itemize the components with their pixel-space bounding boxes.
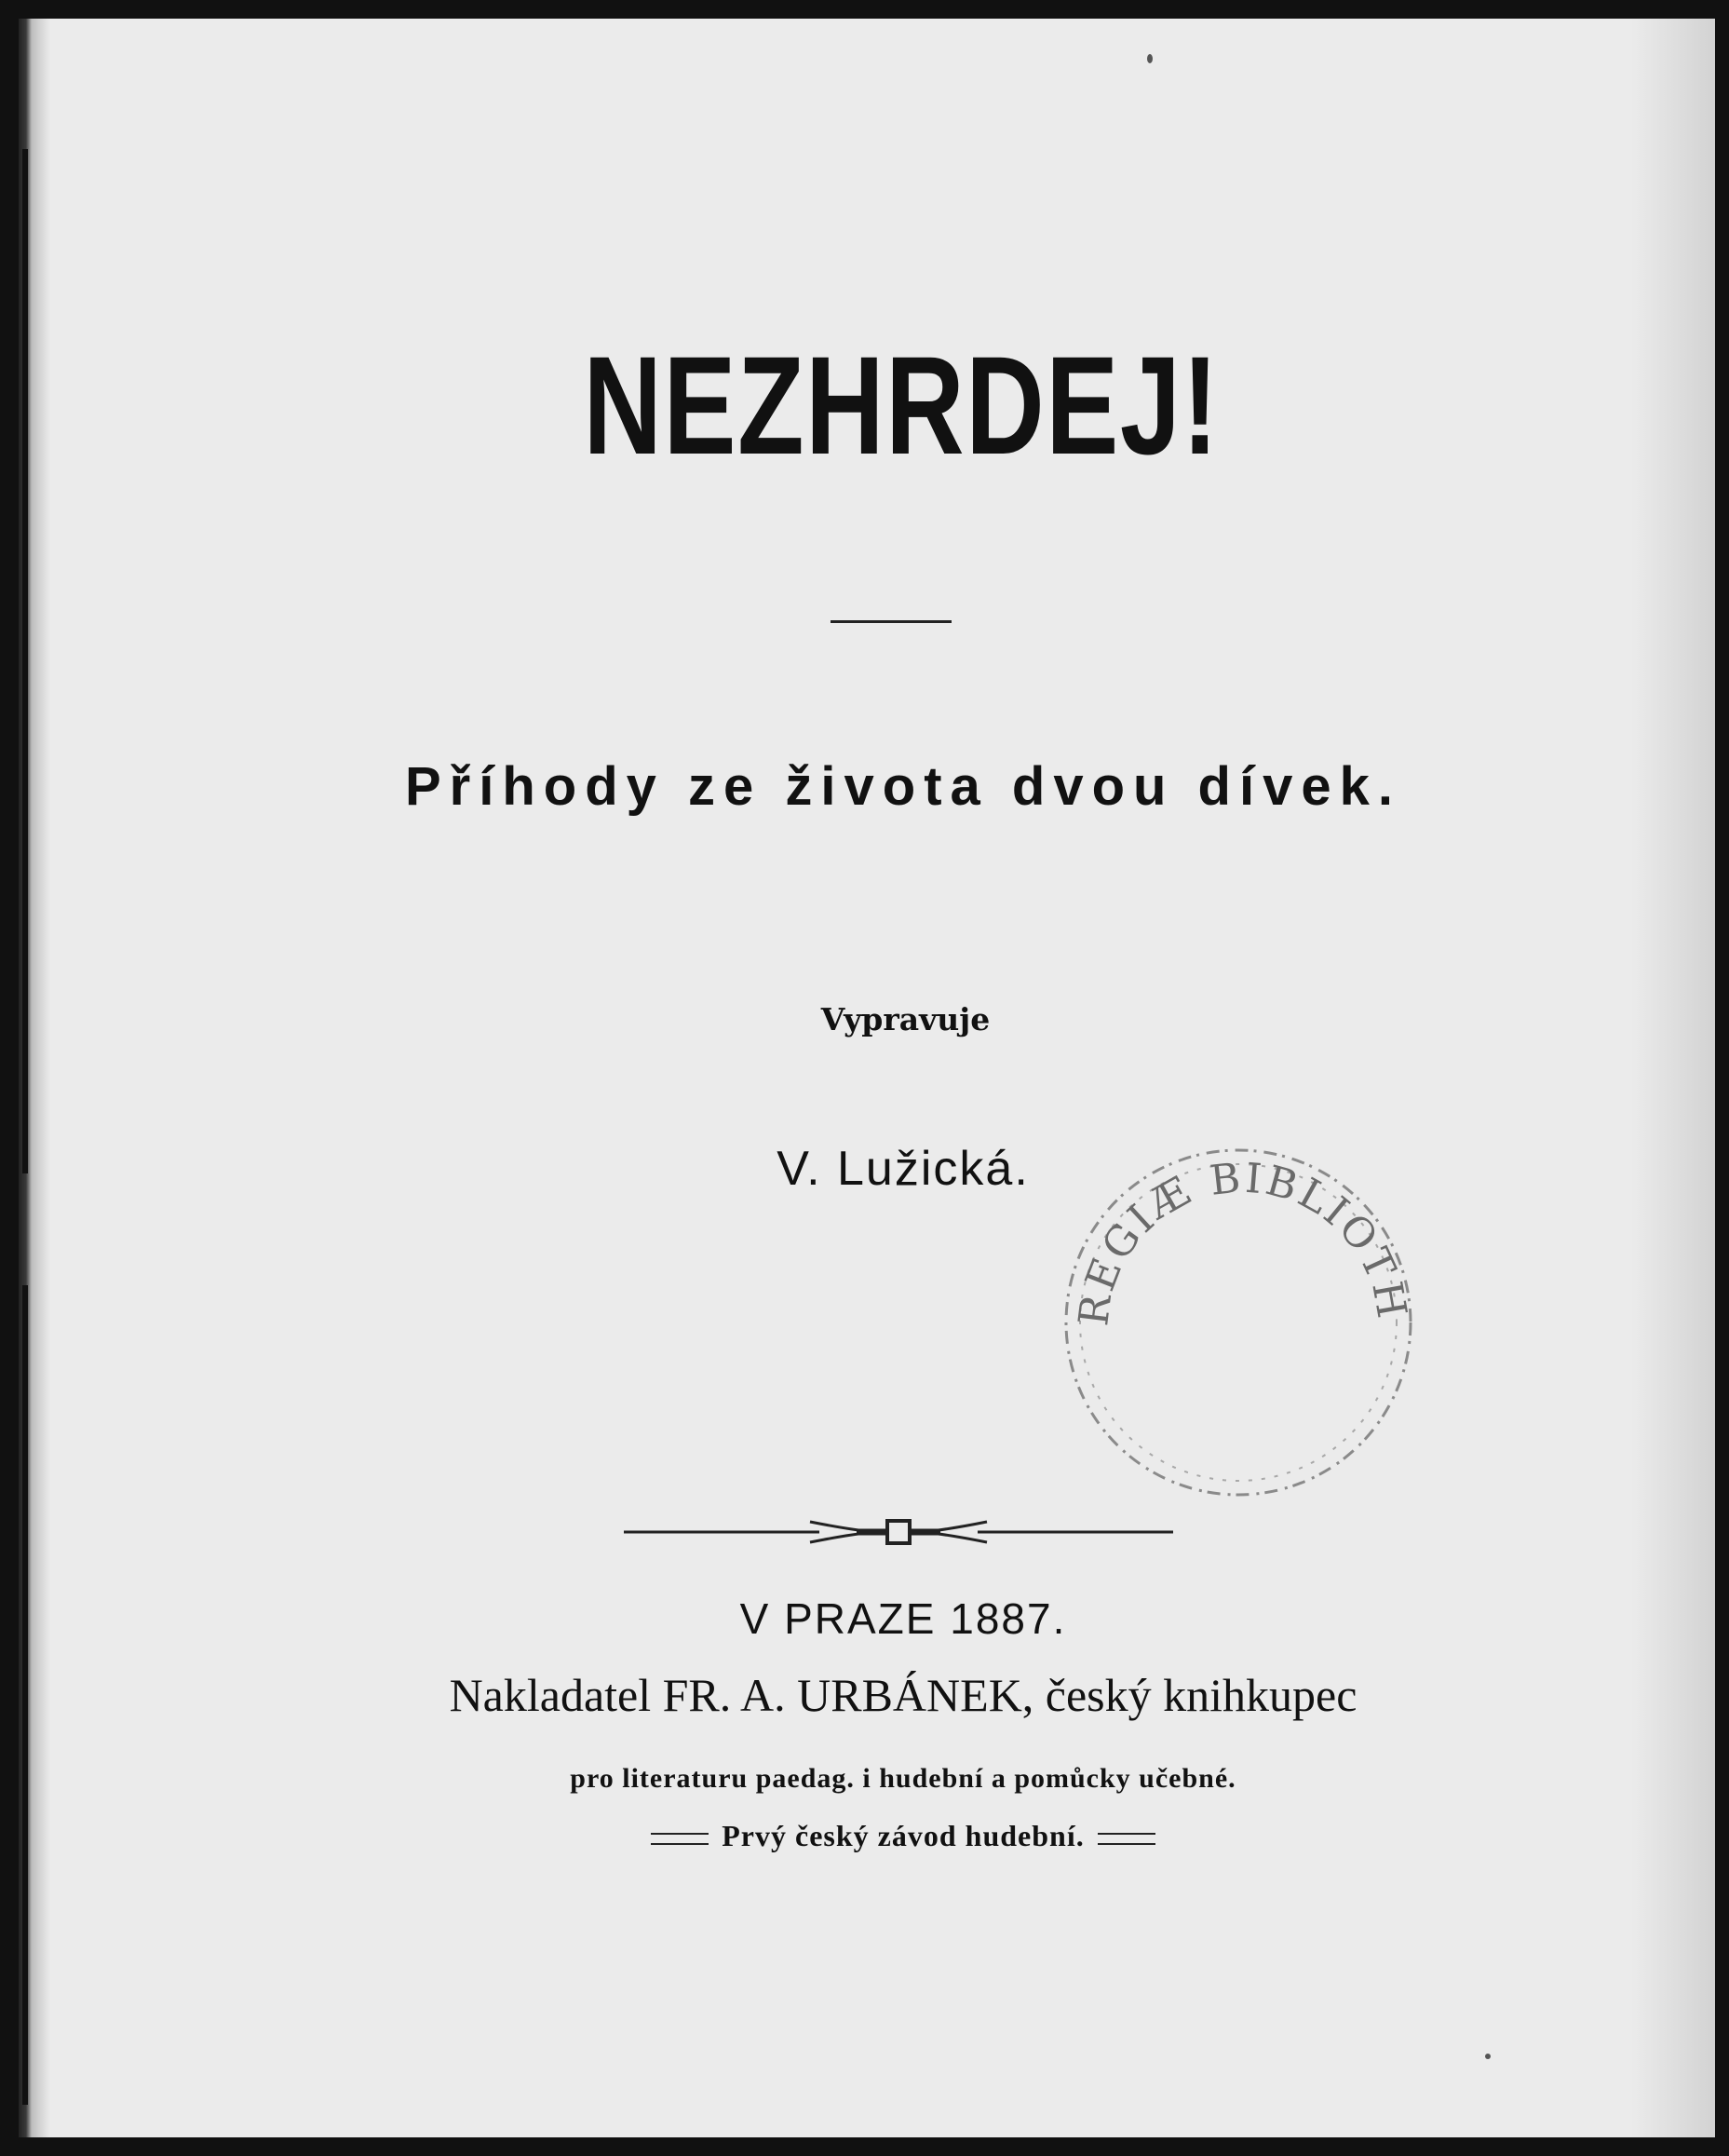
book-title: NEZHRDEJ! (583, 327, 1221, 483)
double-rule-right (1098, 1833, 1155, 1845)
trade-line: pro literaturu paedag. i hudební a pomůcky učebné. (570, 1763, 1236, 1794)
paper-speck (1485, 2054, 1491, 2059)
author-name: V. Lužická. (777, 1142, 1030, 1196)
byline: Vypravuje (820, 1001, 991, 1037)
motto-text: Prvý český závod hudební. (722, 1819, 1085, 1852)
title-rule (831, 620, 952, 623)
ornament-divider (624, 1509, 1173, 1555)
stamp-text: REGIÆ BIBLIOTH (1070, 1154, 1416, 1329)
book-subtitle: Příhody ze života dvou dívek. (405, 756, 1401, 817)
motto-line (19, 1816, 1715, 1855)
paper-speck (1147, 54, 1153, 63)
publisher-line: Nakladatel FR. A. URBÁNEK, český knihkupec (449, 1669, 1358, 1721)
library-stamp (1052, 1132, 1425, 1504)
title-page (19, 19, 1715, 2137)
place-and-year: V PRAZE 1887. (739, 1594, 1067, 1643)
double-rule-left (651, 1833, 709, 1845)
